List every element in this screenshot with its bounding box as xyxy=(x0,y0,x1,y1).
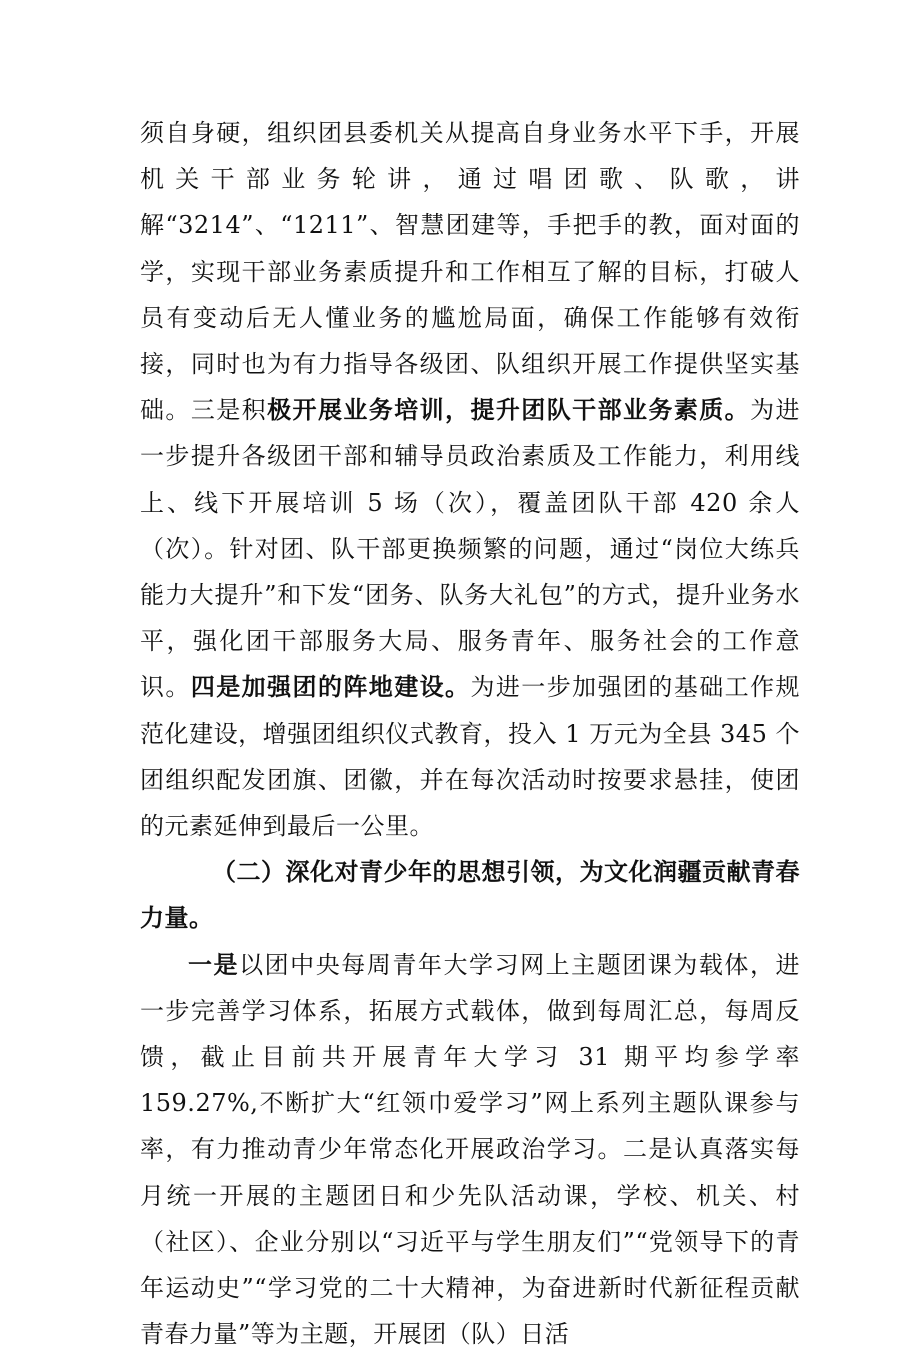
paragraph-1-text-3: 为进一步加强团的基础工作规范化建设，增强团组织仪式教育，投入 1 万元为全县 345 个团组织配发团旗、团徽，并在每次活动时按要求悬挂，使团的元素延伸到最后一公里。 xyxy=(140,673,801,841)
paragraph-1-text-2: 为进一步提升各级团干部和辅导员政治素质及工作能力，利用线上、线下开展培训 5 场（次），覆盖团队干部 420 余人（次）。针对团、队干部更换频繁的问题，通过“岗位大练兵能力大提升”和下发“团务、队务大礼包”的方式，提升业务水平，强化团干部服务大局、服务青年、服务社会的工作意识。 xyxy=(140,396,801,702)
paragraph-1-bold-heading-3: 极开展业务培训，提升团队干部业务素质。 xyxy=(267,395,751,425)
document-body xyxy=(140,110,800,1357)
paragraph-1-text-1: 须自身硬，组织团县委机关从提高自身业务水平下手，开展机关干部业务轮讲，通过唱团歌、队歌，讲解“3214”、“1211”、智慧团建等，手把手的教，面对面的学，实现干部业务素质提升和工作相互了解的目标，打破人员有变动后无人懂业务的尴尬局面，确保工作能够有效衔接，同时也为有力指导各级团、队组织开展工作提供坚实基础。三是积 xyxy=(140,119,800,425)
body-paragraph-2 xyxy=(140,942,800,1357)
paragraph-2-text-1: 以团中央每周青年大学习网上主题团课为载体，进一步完善学习体系，拓展方式载体，做到每周汇总，每周反馈，截止目前共开展青年大学习 31 期平均参学率 159.27%,不断扩大“红领巾爱学习”网上系列主题队课参与率，有力推动青少年常态化开展政治学习。二是认真落实每月统一开展的主题团日和少先队活动课，学校、机关、村（社区）、企业分别以“习近平与学生朋友们”“党领导下的青年运动史”“学习党的二十大精神，为奋进新时代新征程贡献青春力量”等为主题，开展团（队）日活 xyxy=(140,950,801,1349)
paragraph-1-bold-heading-4: 四是加强团的阵地建设。 xyxy=(190,672,471,702)
section-heading: （二）深化对青少年的思想引领，为文化润疆贡献青春力量。 xyxy=(140,857,800,933)
paragraph-2-bold-lead: 一是 xyxy=(188,949,240,979)
body-paragraph-1 xyxy=(140,110,800,849)
